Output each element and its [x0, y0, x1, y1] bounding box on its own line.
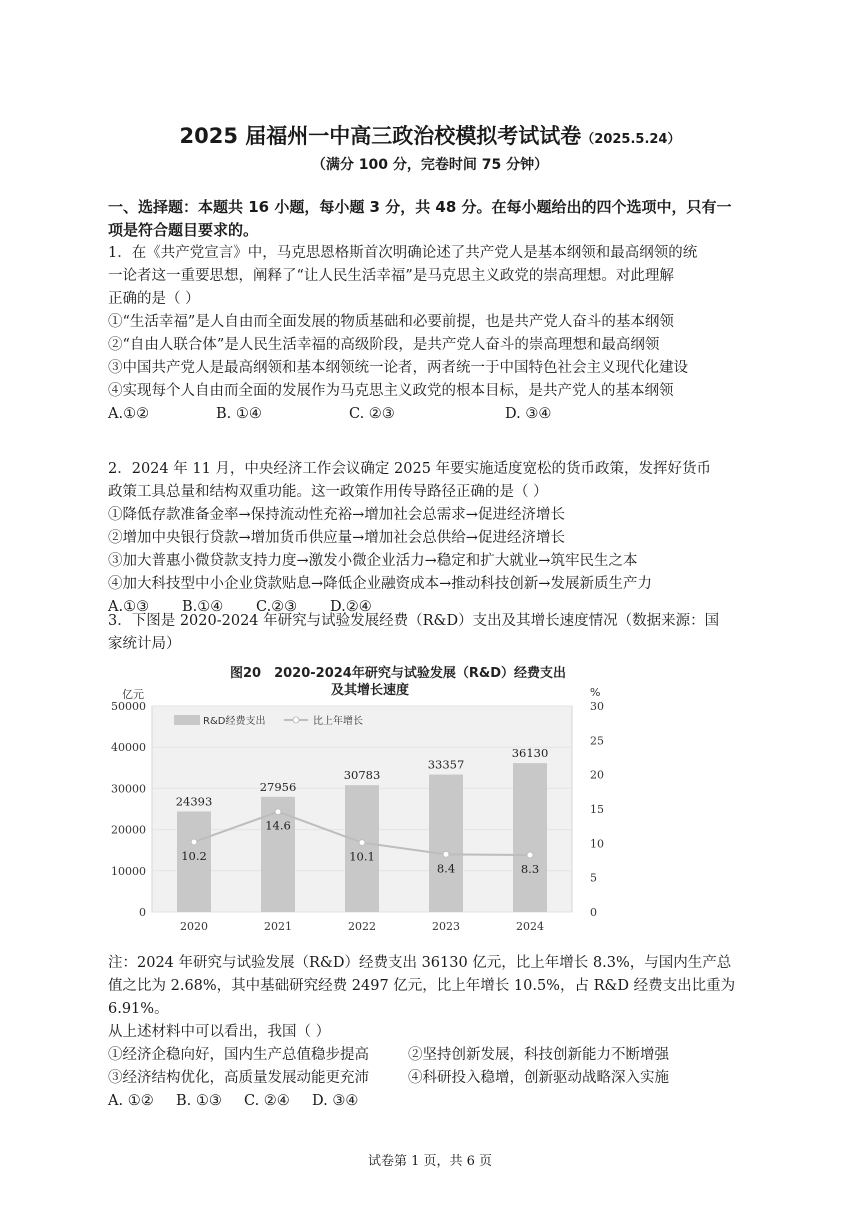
legend-line-label: 比上年增长: [313, 716, 363, 727]
q3-item-1: ①经济企稳向好，国内生产总值稳步提高: [108, 1047, 369, 1063]
x-tick-label: 2024: [516, 920, 544, 933]
q1-stem-line2: 一论者这一重要思想，阐释了“让人民生活幸福”是马克思主义政党的崇高理想。对此理解: [108, 268, 674, 284]
bar-value-label: 33357: [427, 757, 465, 772]
right-tick-label: 5: [590, 871, 597, 885]
growth-value-label: 8.3: [520, 862, 540, 877]
right-tick-label: 10: [590, 837, 604, 851]
growth-point: [191, 839, 197, 845]
section-heading: [108, 196, 768, 242]
right-tick-label: 15: [590, 803, 604, 816]
left-tick-label: 20000: [111, 823, 146, 837]
q2-option-a: A.①③: [108, 599, 150, 615]
q3-stem-line2: 家统计局）: [108, 636, 181, 652]
bar: [429, 775, 463, 912]
q1-option-a: A.①②: [108, 406, 150, 422]
question-1: [108, 242, 774, 426]
left-tick-label: 30000: [111, 782, 146, 796]
q1-item-4: ④实现每个人自由而全面的发展作为马克思主义政党的根本目标，是共产党人的基本纲领: [108, 383, 674, 399]
left-axis-ticks: [111, 700, 146, 919]
q2-item-1: ①降低存款准备金率→保持流动性充裕→增加社会总需求→促进经济增长: [108, 507, 565, 523]
section-heading-line1: 一、选择题：本题共 16 小题，每小题 3 分，共 48 分。在每小题给出的四个选项中，只有一: [108, 198, 732, 216]
q3-option-c: C. ②④: [244, 1093, 290, 1109]
legend-bar-swatch: [174, 715, 200, 725]
q2-stem-line1: 2．2024 年 11 月，中央经济工作会议确定 2025 年要实施适度宽松的货币政策，发挥好货币: [108, 461, 712, 477]
x-axis-labels: [180, 920, 544, 933]
q1-option-d: D. ③④: [505, 406, 552, 422]
q1-stem-line3: 正确的是（ ）: [108, 291, 200, 307]
exam-info: （满分 100 分，完卷时间 75 分钟）: [311, 157, 549, 173]
q2-option-b: B.①④: [182, 599, 224, 615]
title-text: 2025 届福州一中高三政治校模拟考试试卷: [179, 124, 582, 148]
right-tick-label: 25: [590, 734, 604, 748]
q3-note-line2: 值之比为 2.68%，其中基础研究经费 2497 亿元，比上年增长 10.5%，占 R&D 经费支出比重为: [108, 978, 736, 994]
x-tick-label: 2022: [348, 920, 376, 933]
right-axis-unit: %: [590, 686, 601, 699]
q1-stem-line1: 1．在《共产党宣言》中，马克思恩格斯首次明确论述了共产党人是基本纲领和最高纲领的统: [108, 245, 698, 261]
bar-value-label: 30783: [343, 768, 381, 783]
growth-point: [275, 809, 281, 815]
bar-value-label: 24393: [175, 794, 213, 809]
bar-value-label: 27956: [259, 779, 297, 794]
chart-title: 图20 2020-2024年研究与试验发展（R&D）经费支出: [230, 666, 566, 681]
q2-item-4: ④加大科技型中小企业贷款贴息→降低企业融资成本→推动科技创新→发展新质生产力: [108, 576, 652, 592]
q1-item-2: ②“自由人联合体”是人民生活幸福的高级阶段，是共产党人奋斗的崇高理想和最高纲领: [108, 337, 660, 353]
right-axis-ticks: [590, 700, 604, 919]
q1-item-1: ①“生活幸福”是人自由而全面发展的物质基础和必要前提，也是共产党人奋斗的基本纲领: [108, 314, 674, 330]
bar: [345, 785, 379, 912]
x-tick-label: 2021: [264, 920, 292, 933]
q2-item-2: ②增加中央银行贷款→增加货币供应量→增加社会总供给→促进经济增长: [108, 530, 565, 546]
exam-date: （2025.5.24）: [581, 132, 681, 147]
growth-value-label: 10.1: [349, 849, 375, 864]
question-3: [108, 610, 774, 656]
right-tick-label: 20: [590, 768, 604, 782]
right-tick-label: 30: [590, 700, 604, 713]
q3-items: [108, 1044, 774, 1090]
question-2: [108, 458, 774, 619]
growth-value-label: 8.4: [436, 861, 456, 876]
x-tick-label: 2020: [180, 920, 208, 933]
legend-line-marker: [293, 717, 299, 723]
bar: [513, 763, 547, 912]
left-tick-label: 40000: [111, 741, 146, 755]
q2-option-c: C.②③: [256, 599, 298, 615]
x-tick-label: 2023: [432, 920, 460, 933]
q3-options: [108, 1090, 774, 1113]
growth-point: [359, 840, 365, 846]
q3-item-2: ②坚持创新发展，科技创新能力不断增强: [408, 1047, 669, 1063]
q1-item-3: ③中国共产党人是最高纲领和基本纲领统一论者，两者统一于中国特色社会主义现代化建设: [108, 360, 688, 376]
q3-note-line3: 6.91%。: [108, 1001, 169, 1017]
left-tick-label: 50000: [111, 700, 146, 713]
growth-value-label: 14.6: [265, 818, 291, 833]
growth-value-label: 10.2: [181, 848, 207, 863]
q2-option-d: D.②④: [330, 599, 372, 615]
q2-stem-line2: 政策工具总量和结构双重功能。这一政策作用传导路径正确的是（ ）: [108, 484, 548, 500]
rd-expenditure-chart: [108, 660, 628, 938]
q1-options: [108, 403, 774, 426]
left-tick-label: 0: [139, 906, 146, 919]
q3-item-4: ④科研投入稳增，创新驱动战略深入实施: [408, 1070, 669, 1086]
section-heading-line2: 项是符合题目要求的。: [108, 221, 259, 239]
q3-ask: 从上述材料中可以看出，我国（ ）: [108, 1024, 331, 1040]
growth-point: [443, 851, 449, 857]
question-3-continued: [108, 952, 774, 1113]
q1-option-c: C. ②③: [349, 406, 395, 422]
q3-option-d: D. ③④: [312, 1093, 359, 1109]
q1-option-b: B. ①④: [216, 406, 262, 422]
q3-item-3: ③经济结构优化，高质量发展动能更充沛: [108, 1070, 369, 1086]
growth-point: [527, 852, 533, 858]
page-footer: 试卷第 1 页，共 6 页: [367, 1154, 493, 1169]
bar-value-label: 36130: [511, 746, 549, 761]
page-title: [0, 120, 860, 150]
q3-note-line1: 注：2024 年研究与试验发展（R&D）经费支出 36130 亿元，比上年增长 8.3%，与国内生产总: [108, 955, 732, 971]
q2-item-3: ③加大普惠小微贷款支持力度→激发小微企业活力→稳定和扩大就业→筑牢民生之本: [108, 553, 638, 569]
q3-option-a: A. ①②: [108, 1093, 154, 1109]
chart-subtitle: 及其增长速度: [330, 683, 410, 698]
left-tick-label: 10000: [111, 864, 146, 878]
q3-option-b: B. ①③: [176, 1093, 222, 1109]
q3-stem-line1: 3．下图是 2020-2024 年研究与试验发展经费（R&D）支出及其增长速度情况（数据来源：国: [108, 613, 720, 629]
left-axis-unit: 亿元: [122, 688, 144, 701]
legend-bar-label: R&D经费支出: [203, 716, 266, 727]
right-tick-label: 0: [590, 906, 597, 919]
